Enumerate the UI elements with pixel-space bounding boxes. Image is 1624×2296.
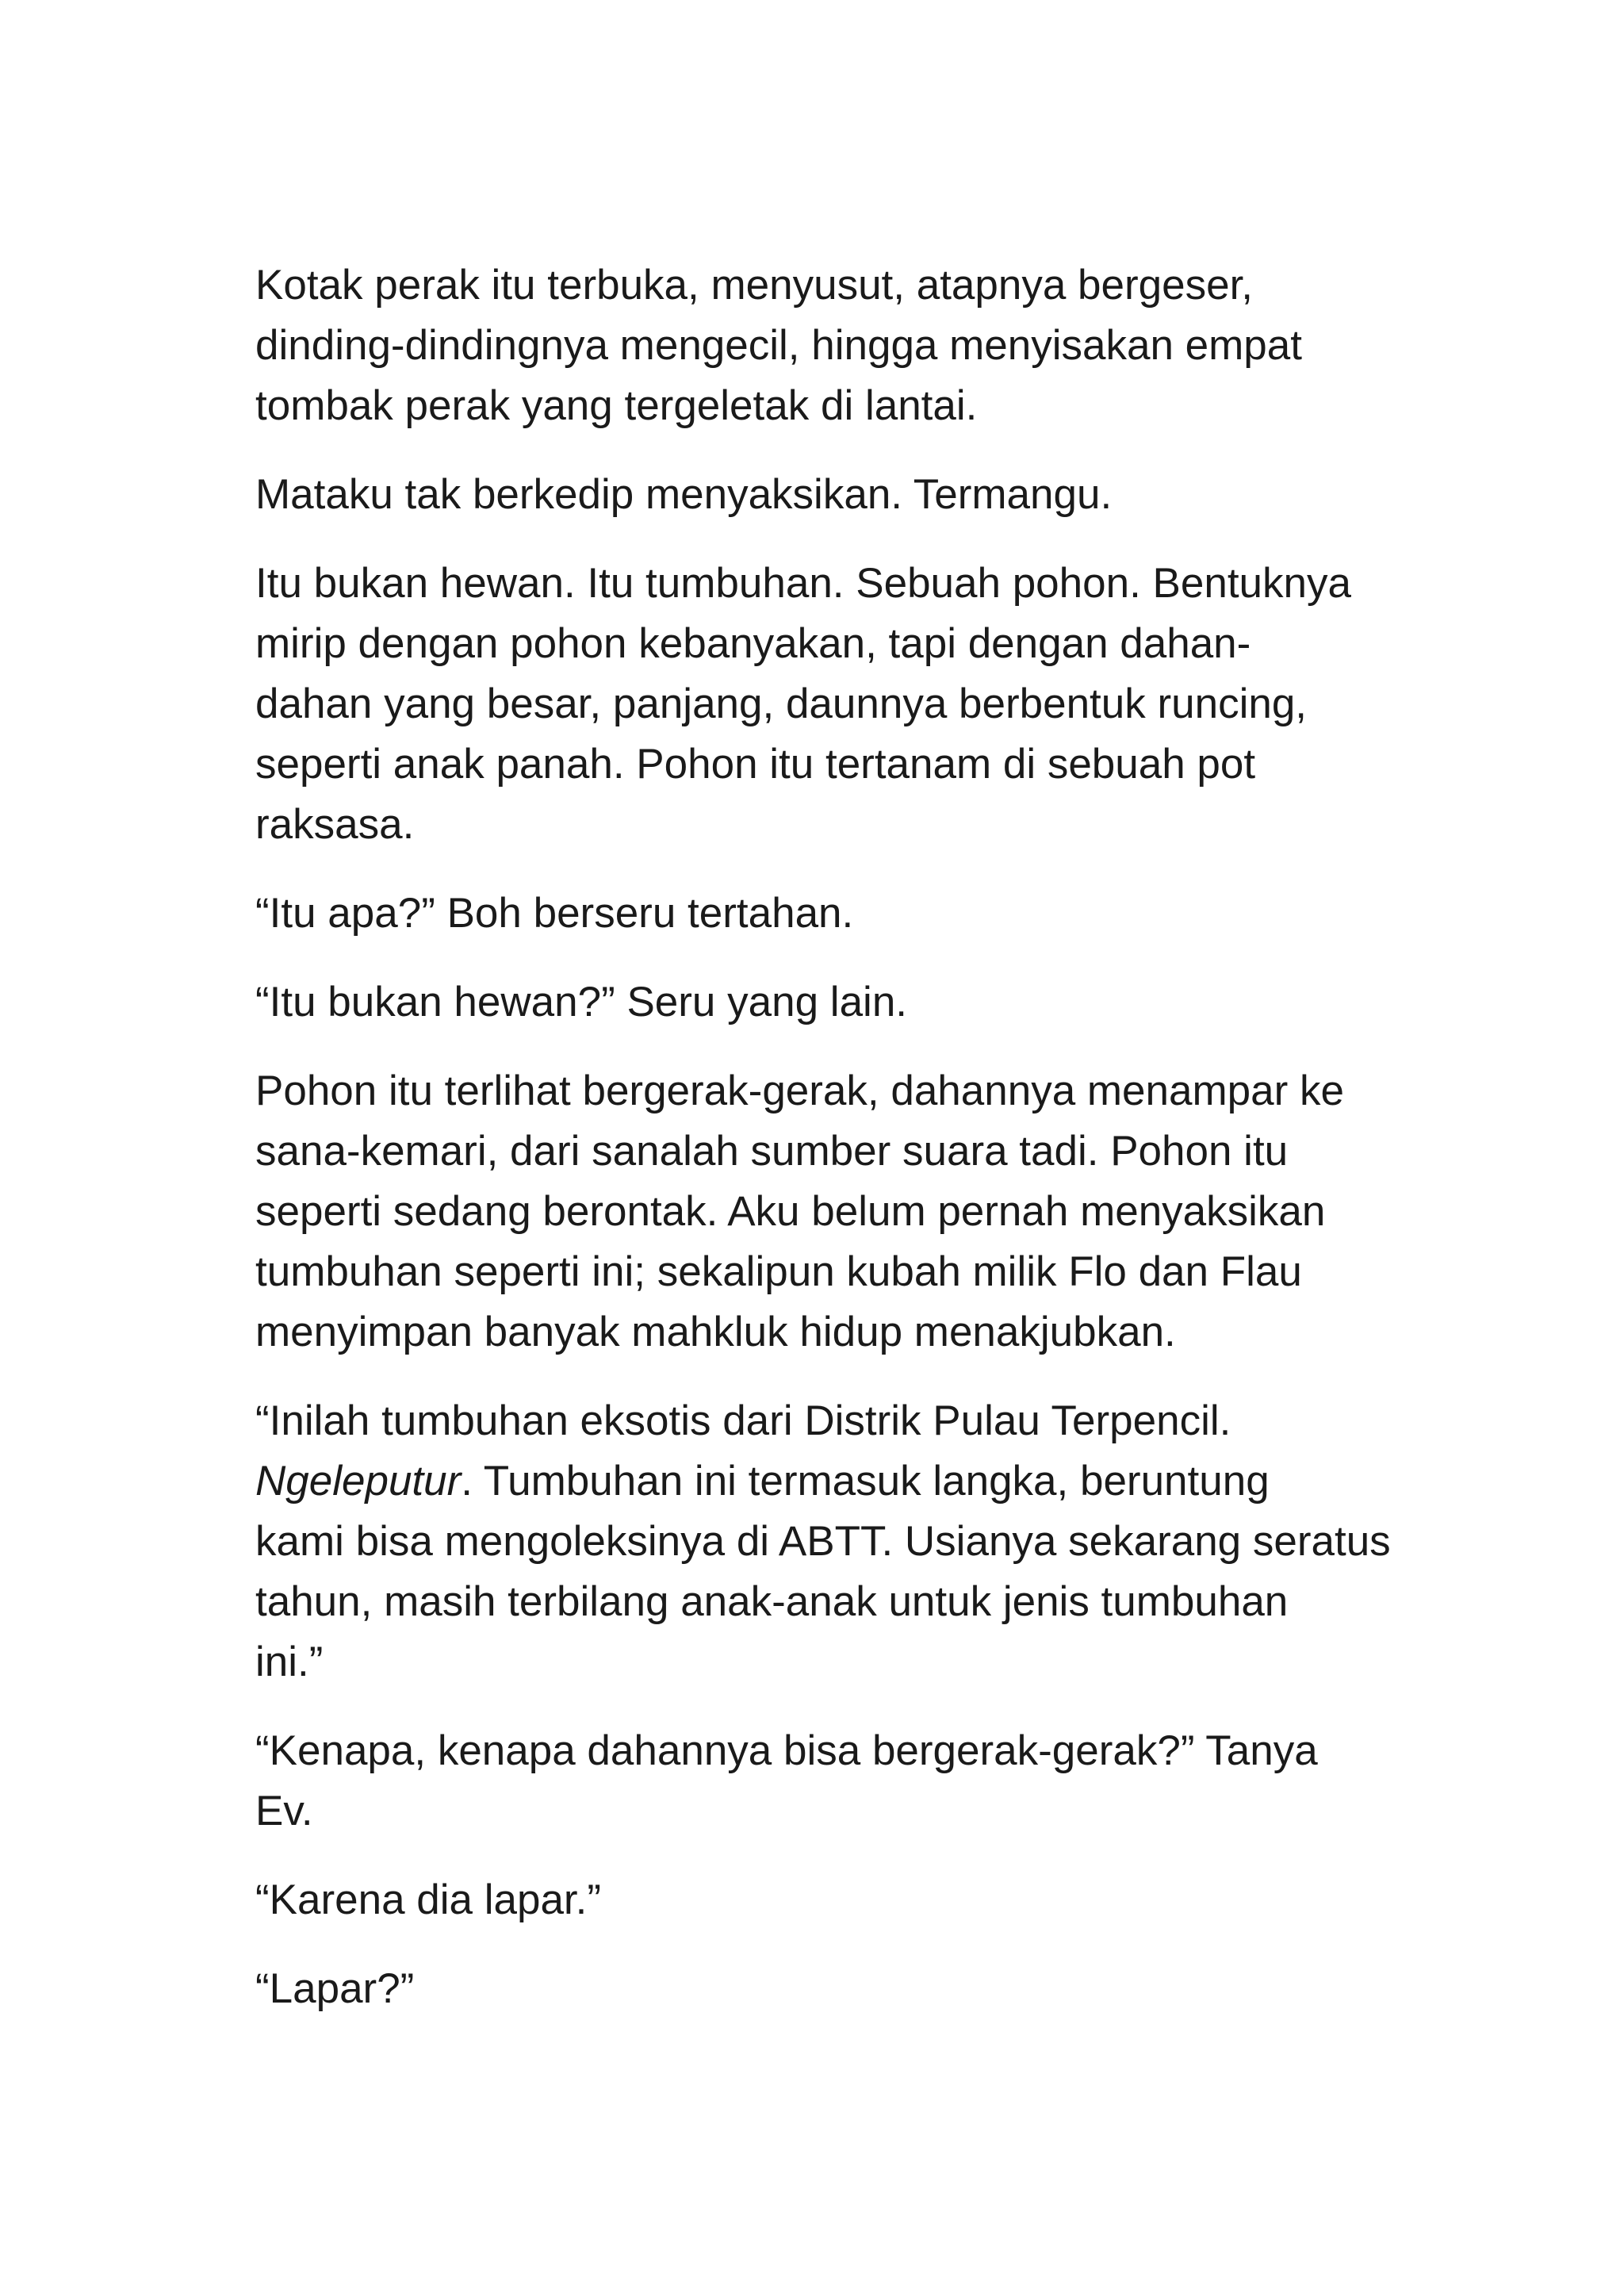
text-line: sana-kemari, dari sanalah sumber suara tadi. Pohon itu (255, 1128, 1289, 1175)
text-line: ini.” (255, 1639, 324, 1685)
text-line: menyimpan banyak mahkluk hidup menakjubkan. (255, 1309, 1176, 1355)
text-line: seperti sedang berontak. Aku belum pernah menyaksikan (255, 1188, 1326, 1235)
body-text (255, 255, 1397, 2048)
italic-term: Ngeleputur (255, 1458, 462, 1504)
text-line: kami bisa mengoleksinya di ABTT. Usianya sekarang seratus (255, 1518, 1391, 1565)
text-line: mirip dengan pohon kebanyakan, tapi dengan dahan- (255, 620, 1251, 667)
paragraph (255, 884, 1397, 944)
text-line: “Itu bukan hewan?” Seru yang lain. (255, 979, 908, 1025)
text-line: dahan yang besar, panjang, daunnya berbentuk runcing, (255, 680, 1308, 727)
text-line: tumbuhan seperti ini; sekalipun kubah milik Flo dan Flau (255, 1248, 1302, 1295)
text-line: seperti anak panah. Pohon itu tertanam di sebuah pot (255, 741, 1256, 788)
paragraph (255, 972, 1397, 1033)
text-line: “Lapar?” (255, 1965, 415, 2012)
paragraph (255, 255, 1397, 436)
paragraph (255, 554, 1397, 855)
text-line: Mataku tak berkedip menyaksikan. Termangu. (255, 471, 1113, 518)
text-line: Ev. (255, 1788, 313, 1834)
paragraph (255, 1061, 1397, 1363)
paragraph (255, 1391, 1397, 1692)
paragraph (255, 1870, 1397, 1930)
text-line: dinding-dindingnya mengecil, hingga menyisakan empat (255, 322, 1302, 369)
paragraph (255, 1721, 1397, 1842)
text-line-mixed (255, 1451, 1397, 1512)
text-line: raksasa. (255, 801, 415, 848)
text-run: . Tumbuhan ini termasuk langka, beruntung (461, 1458, 1270, 1504)
text-line: Itu bukan hewan. Itu tumbuhan. Sebuah pohon. Bentuknya (255, 560, 1351, 607)
text-line: tahun, masih terbilang anak-anak untuk jenis tumbuhan (255, 1578, 1289, 1625)
text-line: Kotak perak itu terbuka, menyusut, atapnya bergeser, (255, 262, 1254, 309)
text-line: tombak perak yang tergeletak di lantai. (255, 382, 978, 429)
text-line: “Itu apa?” Boh berseru tertahan. (255, 890, 854, 937)
text-line: “Inilah tumbuhan eksotis dari Distrik Pulau Terpencil. (255, 1397, 1231, 1444)
paragraph (255, 1959, 1397, 2019)
text-line: Pohon itu terlihat bergerak-gerak, dahannya menampar ke (255, 1068, 1344, 1114)
paragraph (255, 465, 1397, 525)
text-line: “Kenapa, kenapa dahannya bisa bergerak-gerak?” Tanya (255, 1727, 1318, 1774)
text-line: “Karena dia lapar.” (255, 1876, 602, 1923)
